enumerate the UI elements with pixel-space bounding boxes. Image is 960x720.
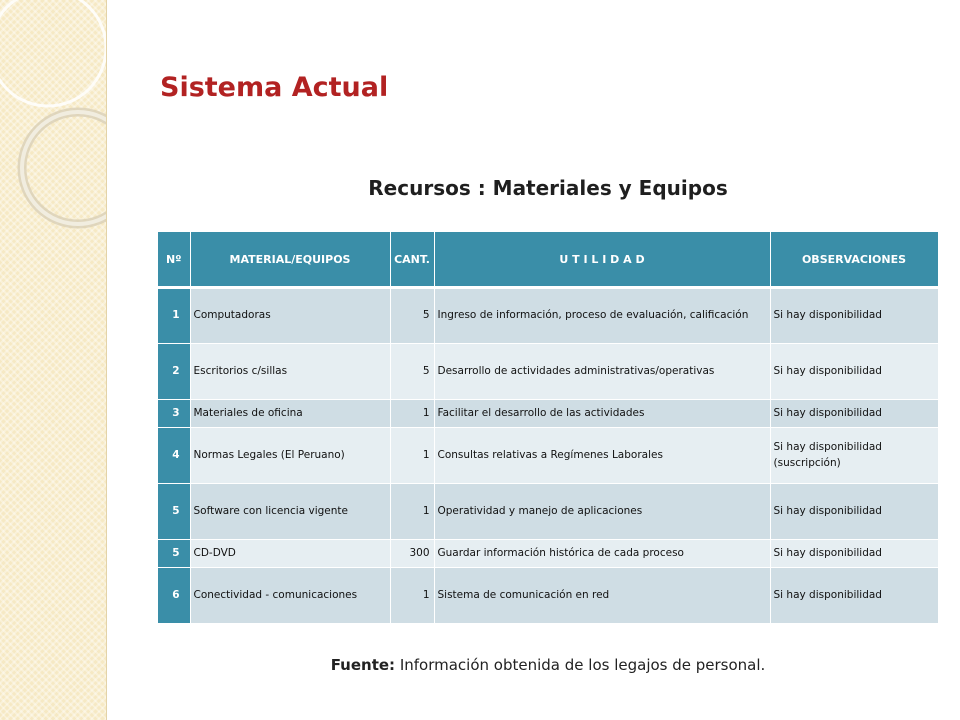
row-utilidad: Operatividad y manejo de aplicaciones [434,484,770,540]
table-row [158,428,938,484]
row-quantity: 1 [390,568,434,624]
row-number: 1 [158,288,190,344]
row-utilidad: Sistema de comunicación en red [434,568,770,624]
table-row [158,344,938,400]
row-observaciones: Si hay disponibilidad [770,400,938,428]
row-utilidad: Consultas relativas a Regímenes Laborales [434,428,770,484]
row-number: 5 [158,484,190,540]
resources-table [158,232,939,624]
source-note [160,656,936,674]
row-quantity: 5 [390,288,434,344]
table-row [158,400,938,428]
table-header-row [158,232,938,288]
decorative-rings [0,0,106,720]
table-row [158,288,938,344]
row-material: Software con licencia vigente [190,484,390,540]
row-observaciones: Si hay disponibilidad [770,344,938,400]
row-quantity: 5 [390,344,434,400]
row-material: Escritorios c/sillas [190,344,390,400]
row-observaciones: Si hay disponibilidad [770,484,938,540]
row-observaciones: Si hay disponibilidad [770,540,938,568]
row-number: 2 [158,344,190,400]
row-utilidad: Guardar información histórica de cada proceso [434,540,770,568]
header-utilidad: U T I L I D A D [434,232,770,288]
row-utilidad: Desarrollo de actividades administrativas/operativas [434,344,770,400]
row-number: 5 [158,540,190,568]
table-row [158,568,938,624]
table-row [158,540,938,568]
row-observaciones: Si hay disponibilidad [770,288,938,344]
source-label: Fuente: [330,656,396,674]
row-observaciones: Si hay disponibilidad [770,568,938,624]
row-material: Normas Legales (El Peruano) [190,428,390,484]
row-observaciones: Si hay disponibilidad (suscripción) [770,428,938,484]
row-quantity: 300 [390,540,434,568]
row-utilidad: Ingreso de información, proceso de evaluación, calificación [434,288,770,344]
source-text: Información obtenida de los legajos de personal. [395,656,766,674]
row-quantity: 1 [390,400,434,428]
row-utilidad: Facilitar el desarrollo de las actividades [434,400,770,428]
header-material: MATERIAL/EQUIPOS [190,232,390,288]
header-quantity: CANT. [390,232,434,288]
row-quantity: 1 [390,484,434,540]
row-material: Materiales de oficina [190,400,390,428]
header-observaciones: OBSERVACIONES [770,232,938,288]
row-number: 3 [158,400,190,428]
row-number: 6 [158,568,190,624]
page-title: Sistema Actual [160,72,389,103]
row-material: Computadoras [190,288,390,344]
header-number: Nº [158,232,190,288]
row-material: CD-DVD [190,540,390,568]
table-row [158,484,938,540]
row-material: Conectividad - comunicaciones [190,568,390,624]
table-title: Recursos : Materiales y Equipos [368,176,728,200]
row-quantity: 1 [390,428,434,484]
row-number: 4 [158,428,190,484]
decorative-sidebar [0,0,107,720]
